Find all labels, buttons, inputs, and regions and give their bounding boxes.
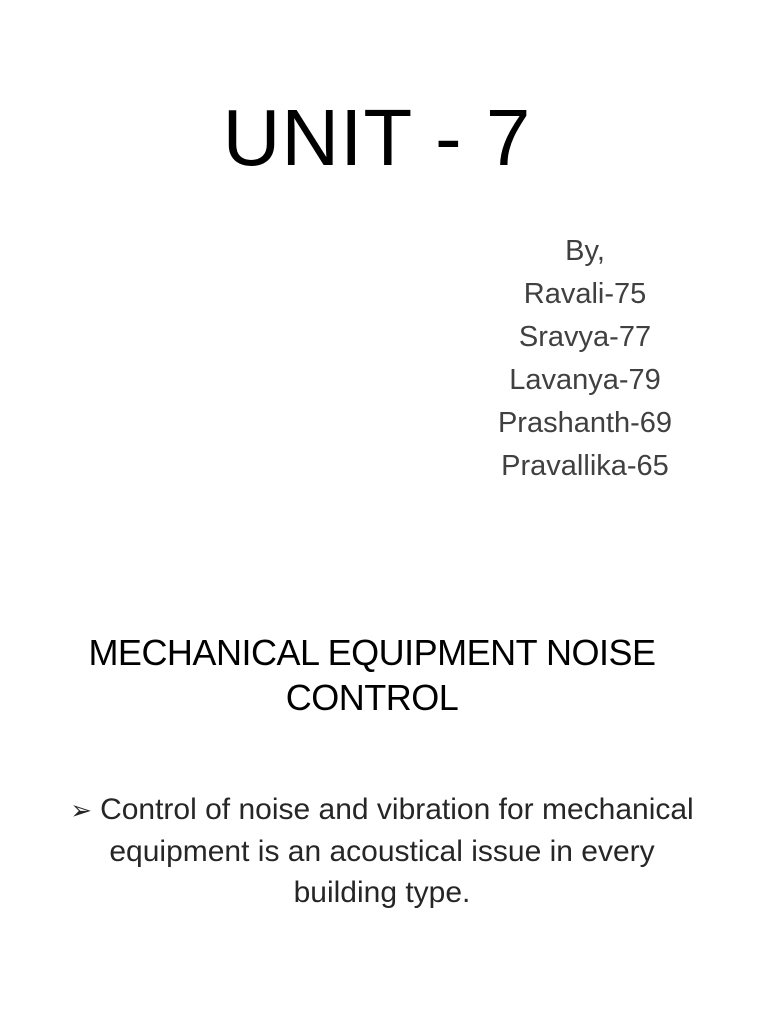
bullet-text: Control of noise and vibration for mechanical equipment is an acoustical issue in every building type.	[100, 793, 694, 909]
bullet-paragraph	[60, 789, 704, 913]
author-name: Lavanya-79	[509, 364, 661, 396]
author-name: Pravallika-65	[501, 450, 669, 482]
author-name: Ravali-75	[523, 278, 647, 310]
authors-label: By,	[565, 235, 605, 267]
arrow-bullet-icon: ➢	[70, 795, 93, 825]
slide-title: UNIT - 7	[222, 93, 532, 182]
authors-block	[470, 230, 700, 488]
author-name: Sravya-77	[518, 321, 652, 353]
section-heading-line: CONTROL	[285, 677, 459, 718]
author-name: Prashanth-69	[497, 407, 673, 439]
section-heading	[30, 630, 714, 720]
section-heading-line: MECHANICAL EQUIPMENT NOISE	[88, 632, 656, 673]
